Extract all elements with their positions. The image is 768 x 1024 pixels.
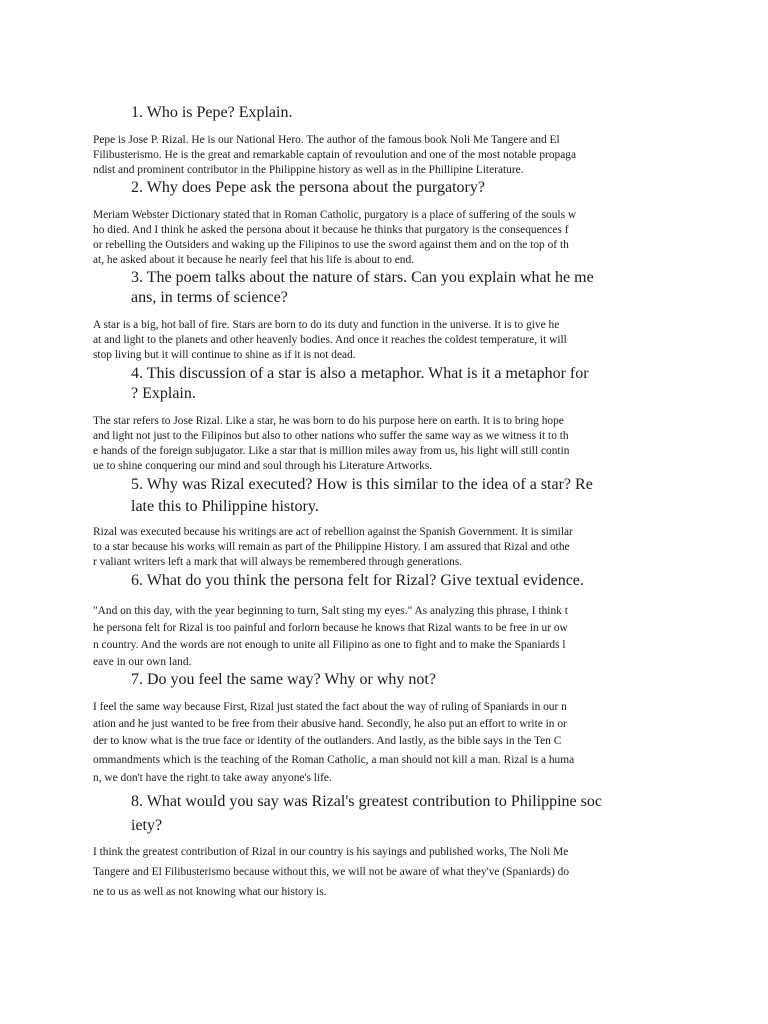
answer-line: A star is a big, hot ball of fire. Stars are born to do its duty and function in the universe. It is to give he xyxy=(93,319,560,331)
question-4 xyxy=(131,364,677,404)
question-2 xyxy=(131,178,677,198)
answer-4 xyxy=(93,414,569,474)
answer-line: Rizal was executed because his writings are act of rebellion against the Spanish Government. It is similar xyxy=(93,526,573,538)
answer-line: n country. And the words are not enough to unite all Filipino as one to fight and to make the Spaniards l xyxy=(93,639,566,651)
answer-line: Filibusterismo. He is the great and remarkable captain of revoulution and one of the most notable propaga xyxy=(93,149,577,161)
answer-line: at and light to the planets and other heavenly bodies. And once it reaches the coldest temperature, it will xyxy=(93,334,567,346)
answer-6 xyxy=(93,603,568,671)
question-line: 2. Why does Pepe ask the persona about the purgatory? xyxy=(131,179,485,196)
answer-line: at, he asked about it because he nearly feel that his life is about to end. xyxy=(93,254,415,266)
answer-line: ation and he just wanted to be free from their abusive hand. Secondly, he also put an effort to write in or xyxy=(93,718,567,730)
answer-line: der to know what is the true face or identity of the outlanders. And lastly, as the bible says in the Ten C xyxy=(93,735,562,747)
question-line: 3. The poem talks about the nature of stars. Can you explain what he me xyxy=(131,269,594,286)
answer-line: I feel the same way because First, Rizal just stated the fact about the way of ruling of Spaniards in our n xyxy=(93,701,567,713)
answer-2 xyxy=(93,208,576,268)
question-5 xyxy=(131,474,677,518)
question-line: 7. Do you feel the same way? Why or why not? xyxy=(131,671,436,688)
answer-line: "And on this day, with the year beginning to turn, Salt sting my eyes." As analyzing this phrase, I think t xyxy=(93,605,568,617)
answer-1 xyxy=(93,133,576,178)
question-7 xyxy=(131,670,677,690)
answer-line: e hands of the foreign subjugator. Like a star that is million miles away from us, his light will still contin xyxy=(93,445,570,457)
answer-line: ho died. And I think he asked the persona about it because he thinks that purgatory is the consequences f xyxy=(93,224,569,236)
answer-line: and light not just to the Filipinos but also to other nations who suffer the same way as we witness it to th xyxy=(93,430,569,442)
answer-line: ue to shine conquering our mind and soul through his Literature Artworks. xyxy=(93,460,433,472)
answer-line: stop living but it will continue to shine as if it is not dead. xyxy=(93,349,356,361)
question-line: late this to Philippine history. xyxy=(131,498,319,515)
answer-line: ne to us as well as not knowing what our history is. xyxy=(93,886,327,898)
answer-line: n, we don't have the right to take away anyone's life. xyxy=(93,772,332,784)
question-line: 8. What would you say was Rizal's greatest contribution to Philippine soc xyxy=(131,793,602,810)
question-line: 6. What do you think the persona felt for Rizal? Give textual evidence. xyxy=(131,572,584,589)
question-line: iety? xyxy=(131,817,163,834)
answer-8 xyxy=(93,842,569,902)
question-line: 4. This discussion of a star is also a metaphor. What is it a metaphor for xyxy=(131,365,589,382)
question-6 xyxy=(131,571,677,591)
answer-line: Tangere and El Filibusterismo because without this, we will not be aware of what they've (Spaniards) do xyxy=(93,866,570,878)
answer-line: eave in our own land. xyxy=(93,656,192,668)
question-line: 5. Why was Rizal executed? How is this similar to the idea of a star? Re xyxy=(131,476,593,493)
answer-line: Meriam Webster Dictionary stated that in Roman Catholic, purgatory is a place of suffering of the souls w xyxy=(93,209,577,221)
answer-line: ndist and prominent contributor in the Philippine history as well as in the Phillipine Literature. xyxy=(93,164,524,176)
question-8 xyxy=(131,790,677,838)
answer-line: I think the greatest contribution of Rizal in our country is his sayings and published works, The Noli Me xyxy=(93,846,569,858)
answer-line: ommandments which is the teaching of the Roman Catholic, a man should not kill a man. Rizal is a huma xyxy=(93,754,575,766)
answer-line: The star refers to Jose Rizal. Like a star, he was born to do his purpose here on earth. It is to bring hope xyxy=(93,415,564,427)
answer-7 xyxy=(93,699,574,787)
answer-line: Pepe is Jose P. Rizal. He is our National Hero. The author of the famous book Noli Me Tangere and El xyxy=(93,134,560,146)
answer-line: he persona felt for Rizal is too painful and forlorn because he knows that Rizal wants to be free in ur ow xyxy=(93,622,568,634)
question-3 xyxy=(131,268,677,308)
answer-line: or rebelling the Outsiders and waking up the Filipinos to use the sword against them and on the top of th xyxy=(93,239,569,251)
question-1 xyxy=(131,103,677,123)
question-line: 1. Who is Pepe? Explain. xyxy=(131,104,293,121)
answer-line: to a star because his works will remain as part of the Philippine History. I am assured that Rizal and othe xyxy=(93,541,570,553)
answer-3 xyxy=(93,318,567,363)
answer-5 xyxy=(93,525,573,570)
answer-line: r valiant writers left a mark that will always be remembered through generations. xyxy=(93,556,463,568)
question-line: ans, in terms of science? xyxy=(131,289,288,306)
question-line: ? Explain. xyxy=(131,385,196,402)
